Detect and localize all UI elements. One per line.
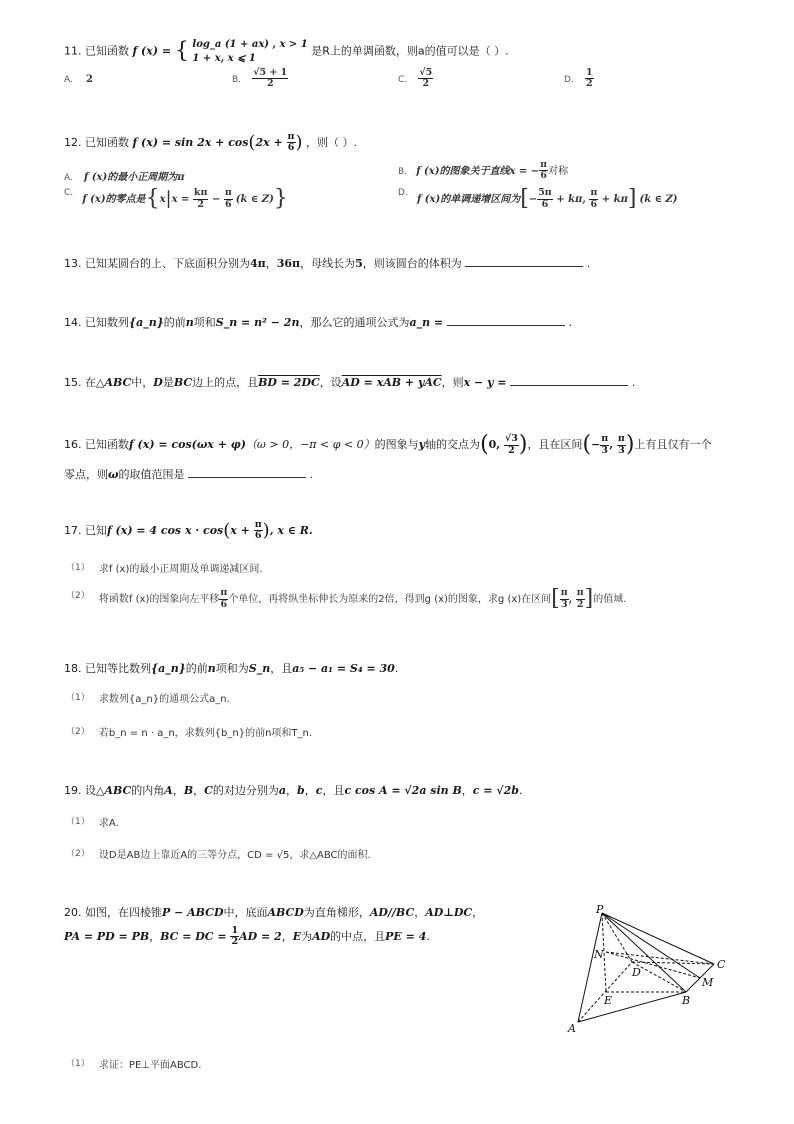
q16-end: . xyxy=(309,468,313,481)
q12-inner: 2x + xyxy=(255,135,287,149)
q12-option-d-frac1 xyxy=(537,188,553,210)
q11-fx: f (x) = xyxy=(132,44,175,58)
q16-line2-b: 的取值范围是 xyxy=(118,468,185,481)
q17-part-2-int-num2: π xyxy=(576,587,584,599)
q17-part-2-int-frac2 xyxy=(576,588,585,610)
q14-sn: S_n = n² − 2n xyxy=(215,316,300,329)
q20-pyramid-figure xyxy=(560,904,740,1040)
q19-c: C xyxy=(204,784,213,797)
q19-lb: b xyxy=(297,784,305,797)
q19-part-1-text: 求A. xyxy=(98,818,119,829)
q11-option-d-den: 2 xyxy=(585,78,593,90)
q14-n: n xyxy=(185,316,194,329)
q19-la: a xyxy=(278,784,287,797)
q18-part-2-text: 若b_n = n · a_n，求数列{b_n}的前n项和T_n. xyxy=(98,728,313,739)
q12-option-d-frac2-den: 6 xyxy=(590,198,598,210)
q19-part-1 xyxy=(66,814,119,829)
q20-perp: AD⊥DC xyxy=(425,906,473,919)
edge-pc xyxy=(602,913,714,964)
q12-option-c-frac1-den: 2 xyxy=(197,198,204,210)
q16-fx: f (x) = cos(ωx + φ) xyxy=(129,438,246,451)
edge-ab xyxy=(578,992,686,1022)
q15-bc: BC xyxy=(173,376,193,389)
q20-line1-c: 为直角梯形， xyxy=(303,906,370,919)
q17-part-2-label: （2） xyxy=(66,591,90,601)
q20-line2-d: AD = 2 xyxy=(239,929,282,943)
q15-end: . xyxy=(631,376,636,389)
q16-int-a: − xyxy=(591,438,601,451)
edge-pa xyxy=(578,913,602,1022)
q17-part-2-rbracket: ] xyxy=(584,586,594,611)
q16-int-num2: π xyxy=(617,433,625,445)
q12-option-c-set-eq: x = xyxy=(171,194,193,205)
q18-sn: S_n xyxy=(248,662,271,675)
q20-ad: AD xyxy=(312,929,331,943)
q15-vec2: AD = xAB + yAC xyxy=(341,376,442,389)
q20-part-1-label: （1） xyxy=(66,1059,90,1069)
q11-option-b-den: 2 xyxy=(266,78,274,90)
q12-prefix: 12. 已知函数 xyxy=(64,135,129,149)
q13-stem xyxy=(64,255,590,271)
q16-text-e: 上有且仅有一个 xyxy=(634,438,712,451)
label-d: D xyxy=(632,966,641,979)
q17-part-2-int-mid: , xyxy=(568,594,576,605)
q15-text-d: 边上的点，且 xyxy=(192,376,259,389)
q11-option-c[interactable] xyxy=(398,68,433,90)
q20-line2-b: ， xyxy=(149,929,161,943)
q16-omega: ω xyxy=(108,468,119,481)
q11-option-a[interactable] xyxy=(64,74,93,85)
q13-answer-blank[interactable] xyxy=(465,266,583,267)
q16-int-den2: 3 xyxy=(618,444,625,456)
q19-end: . xyxy=(518,784,523,797)
q11-stem xyxy=(64,38,509,65)
q14-text-b: 的前 xyxy=(163,316,186,329)
q12-option-b[interactable] xyxy=(398,160,568,182)
q12-expr: f (x) = sin 2x + cos xyxy=(132,135,249,149)
q18-part-1 xyxy=(66,690,230,705)
q12-option-b-den: 6 xyxy=(540,170,547,182)
q11-case2: 1 + x, x ⩽ 1 xyxy=(192,52,256,64)
q16-int-den1: 3 xyxy=(601,444,609,456)
q20-line2-a: PA = PD = PB xyxy=(64,929,150,943)
q19-sep: ， xyxy=(461,784,473,797)
q12-option-c-rbrace: } xyxy=(273,186,288,211)
q12-option-d-end: + kπ xyxy=(598,194,628,205)
q14-text-d: ，那么它的通项公式为 xyxy=(299,316,410,329)
q16-pt-num: √3 xyxy=(504,433,518,445)
q17-part-2-text-a: 将函数f (x)的图象向左平移 xyxy=(98,594,220,605)
q20-half-frac xyxy=(230,926,239,948)
q19-stem: 19. 设△ABC的内角A，B，C的对边分别为a，b，c，且c cos A = √2a sin B，c = √2b. xyxy=(64,784,523,797)
q12-option-c-label: C. xyxy=(64,188,74,198)
q13-v1: 4π xyxy=(250,257,266,270)
q20-base: ABCD xyxy=(267,906,304,919)
q16-text-b: 的图象与 xyxy=(374,438,419,451)
q14-text-a: 14. 已知数列 xyxy=(64,316,129,329)
q12-option-d-mid: + kπ, xyxy=(552,194,590,205)
q17-part-2-int-frac1 xyxy=(560,588,569,610)
q19-part-2 xyxy=(66,846,371,861)
q14-text-c: 项和 xyxy=(193,316,216,329)
q20-line1-d: ， xyxy=(472,906,484,919)
q15-xy: x − y = xyxy=(463,376,511,389)
q18-text-a: 18. 已知等比数列 xyxy=(64,662,151,675)
q16-int-frac2 xyxy=(617,434,626,456)
q15-text-e: ，设 xyxy=(319,376,342,389)
q15-answer-blank[interactable] xyxy=(510,385,628,386)
q20-pyr: P − ABCD xyxy=(162,906,224,919)
q12-option-c-minus: − xyxy=(208,194,224,205)
q15-vec1: BD = 2DC xyxy=(258,376,320,389)
label-m: M xyxy=(702,976,714,989)
q17-part-2-den: 6 xyxy=(220,598,228,610)
q20-sep: ， xyxy=(414,906,426,919)
q17-part-2-int-den2: 2 xyxy=(576,598,584,610)
q17-part-2-text-b: 个单位，再将纵坐标伸长为原来的2倍，得到g (x)的图象，求g (x)在区间 xyxy=(228,594,552,605)
q12-option-c-frac1 xyxy=(193,188,209,210)
q11-option-c-label: C. xyxy=(398,74,408,85)
q16-pt-frac xyxy=(504,434,519,456)
q20-part-1-text: 求证：PE⊥平面ABCD. xyxy=(98,1060,202,1071)
q16-int-lparen: ( xyxy=(582,432,592,457)
q17-frac-den: 6 xyxy=(254,530,262,542)
q16-line2-a: 零点，则 xyxy=(64,468,108,481)
q18-part-1-text: 求数列{a_n}的通项公式a_n. xyxy=(98,694,230,705)
q15-text-a: 15. 在 xyxy=(64,376,96,389)
q18-end: . xyxy=(394,662,399,675)
q11-piecewise xyxy=(192,38,307,65)
q20-end: . xyxy=(426,929,430,943)
q12-option-d-frac2-num: π xyxy=(590,187,598,199)
q20-line1 xyxy=(64,904,483,920)
q16-int-frac1 xyxy=(600,434,609,456)
q20-line2-e: ， xyxy=(281,929,293,943)
q18-stem xyxy=(64,660,398,676)
q19-text-b: 的内角 xyxy=(131,784,165,797)
q20-line2-g: 的中点，且 xyxy=(330,929,386,943)
q12-option-b-post: 对称 xyxy=(548,165,569,177)
q17-part-2-int-den1: 3 xyxy=(560,598,568,610)
q12-option-d-rbracket: ] xyxy=(627,186,637,211)
q12-option-d-frac1-den: 6 xyxy=(541,198,549,210)
q17-rparen: ) xyxy=(262,519,270,541)
q20-pe: PE = 4 xyxy=(385,929,427,943)
q20-part-1 xyxy=(66,1056,201,1071)
label-e: E xyxy=(604,994,613,1007)
q12-option-d-minus: − xyxy=(528,194,538,205)
q11-option-c-num: √5 xyxy=(419,67,433,78)
q12-option-c-bar: | xyxy=(165,188,172,209)
q12-option-c-set-var: x xyxy=(159,194,166,205)
q16-pt-a: 0, xyxy=(488,438,504,451)
q11-brace: { xyxy=(174,38,189,64)
q20-line1-a: 20. 如图，在四棱锥 xyxy=(64,906,162,919)
q19-a: A xyxy=(164,784,173,797)
q13-text-d: ，则该圆台的体积为 xyxy=(362,257,462,270)
q14-seq: {a_n} xyxy=(129,316,164,329)
q12-option-b-label: B. xyxy=(398,166,408,177)
q13-v3: 5 xyxy=(355,257,363,270)
q12-option-b-frac xyxy=(539,160,548,182)
q19-part-1-label: （1） xyxy=(66,817,90,827)
q19-text-c: 的对边分别为 xyxy=(212,784,279,797)
q12-option-c-tail: (k ∈ Z) xyxy=(235,194,274,205)
q20-line2 xyxy=(64,926,430,948)
q18-text-d: ，且 xyxy=(270,662,293,675)
label-a: A xyxy=(568,1022,576,1035)
q13-text-b: ， xyxy=(265,257,277,270)
label-b: B xyxy=(682,994,691,1007)
q17-part-2-text-c: 的值域. xyxy=(593,594,627,605)
q16-answer-blank[interactable] xyxy=(188,477,306,478)
q12-option-c-lbrace: { xyxy=(145,186,160,211)
q11-option-c-frac xyxy=(418,68,433,90)
q11-option-c-den: 2 xyxy=(422,78,430,90)
q12-option-d-tail: (k ∈ Z) xyxy=(639,194,678,205)
q15-stem xyxy=(64,374,635,390)
q12-paren-open: ( xyxy=(248,131,256,153)
q11-option-d-num: 1 xyxy=(585,67,593,78)
q18-part-2 xyxy=(66,724,312,739)
q14-stem xyxy=(64,314,572,330)
q19-part-2-label: （2） xyxy=(66,849,90,859)
q19-lc: c xyxy=(315,784,323,797)
q11-prefix: 11. 已知函数 xyxy=(64,44,129,58)
q13-text-a: 13. 已知某圆台的上、下底面积分别为 xyxy=(64,257,250,270)
q15-text-f: ，则 xyxy=(441,376,464,389)
q17-part-1 xyxy=(66,560,263,575)
q12-option-a-text: f (x)的最小正周期为π xyxy=(84,172,185,183)
q17-part-2-int-num1: π xyxy=(560,587,568,599)
q11-case1: log_a (1 + ax) , x > 1 xyxy=(192,39,308,50)
q12-frac-den: 6 xyxy=(287,142,295,154)
q20-half-num: 1 xyxy=(231,925,239,936)
q16-line1 xyxy=(64,434,711,456)
q15-d: D xyxy=(153,376,163,389)
q16-y: y xyxy=(418,438,426,451)
q19-part-2-text: 设D是AB边上靠近A的三等分点，CD = √5，求△ABC的面积. xyxy=(98,850,371,861)
q11-option-b-frac xyxy=(252,68,288,90)
q12-option-c-text: f (x)的零点是 xyxy=(82,194,146,205)
q13-end: . xyxy=(586,257,591,270)
q12-option-b-text: f (x)的图象关于直线x = − xyxy=(416,165,540,177)
q14-answer-blank[interactable] xyxy=(447,325,565,326)
q16-line2 xyxy=(64,466,313,482)
q17-frac xyxy=(254,520,263,542)
q11-option-b-label: B. xyxy=(232,74,242,85)
q20-line2-c: BC = DC = xyxy=(160,929,231,943)
q17-tail: , x ∈ R. xyxy=(269,523,313,537)
q17-part-1-text: 求f (x)的最小正周期及单调递减区间. xyxy=(98,564,263,575)
q13-v2: 36π xyxy=(276,257,301,270)
q16-int-num1: π xyxy=(601,433,609,445)
q19-text-d: ，且 xyxy=(322,784,345,797)
q11-option-d-label: D. xyxy=(564,74,574,85)
q16-pt-rparen: ) xyxy=(518,432,528,457)
q12-option-c-frac1-num: kπ xyxy=(193,187,208,199)
q19-cond1: c cos A = √2a sin B xyxy=(344,784,462,797)
q18-seq: {a_n} xyxy=(151,662,186,675)
q12-option-c-frac2 xyxy=(224,188,233,210)
q19-b: B xyxy=(183,784,194,797)
edge-nm xyxy=(606,952,700,978)
q12-option-d-frac1-num: 5π xyxy=(538,187,552,199)
q16-text-d: ，且在区间 xyxy=(527,438,583,451)
q15-tri: △ABC xyxy=(96,376,132,389)
q17-part-2 xyxy=(66,588,626,610)
q17-inner: x + xyxy=(230,523,254,537)
q14-an: a_n = xyxy=(409,316,447,329)
q17-lparen: ( xyxy=(223,519,231,541)
q20-par: AD//BC xyxy=(369,906,415,919)
q18-cond: a₅ − a₁ = S₄ = 30 xyxy=(292,662,395,675)
q14-end: . xyxy=(568,316,572,329)
q15-text-c: 是 xyxy=(162,376,174,389)
q15-text-b: 中， xyxy=(131,376,154,389)
q11-option-a-text: 2 xyxy=(86,74,94,85)
q12-option-c-frac2-den: 6 xyxy=(224,198,232,210)
q20-line1-b: 中，底面 xyxy=(223,906,268,919)
label-c: C xyxy=(717,958,726,971)
q16-text-a: 16. 已知函数 xyxy=(64,438,129,451)
q16-int-rparen: ) xyxy=(625,432,635,457)
q19-tri: △ABC xyxy=(96,784,132,797)
q12-option-a-label: A. xyxy=(64,173,73,183)
q11-suffix: 是R上的单调函数，则a的值可以是（ ）. xyxy=(311,44,509,58)
q18-n: n xyxy=(207,662,216,675)
q17-part-2-num: π xyxy=(220,587,228,599)
q12-stem xyxy=(64,132,357,154)
q11-option-d[interactable] xyxy=(564,68,594,90)
q11-option-b[interactable] xyxy=(232,68,288,90)
q12-option-c-frac2-num: π xyxy=(224,187,232,199)
edge-pb xyxy=(602,913,686,992)
q11-option-d-frac xyxy=(585,68,594,90)
q16-cond: （ω > 0，−π < φ < 0） xyxy=(245,438,375,451)
q17-part-1-label: （1） xyxy=(66,563,90,573)
q19-text-a: 19. 设 xyxy=(64,784,96,797)
label-n: N xyxy=(594,948,604,961)
q12-frac xyxy=(287,132,296,154)
q18-part-2-label: （2） xyxy=(66,727,90,737)
q18-part-1-label: （1） xyxy=(66,693,90,703)
q12-option-c[interactable] xyxy=(64,188,288,210)
q18-text-b: 的前 xyxy=(185,662,208,675)
q17-frac-num: π xyxy=(254,519,262,530)
label-p: P xyxy=(596,904,604,916)
q16-pt-den: 2 xyxy=(508,444,515,456)
q20-e: E xyxy=(292,929,302,943)
q16-pt-lparen: ( xyxy=(480,432,489,457)
q16-int-b: , xyxy=(609,438,617,451)
q12-option-d-lbracket: [ xyxy=(520,186,529,211)
q17-stem xyxy=(64,520,313,542)
q12-option-d-frac2 xyxy=(589,188,598,210)
q18-text-c: 项和为 xyxy=(215,662,249,675)
q12-frac-num: π xyxy=(287,131,295,142)
q16-text-c: 轴的交点为 xyxy=(425,438,481,451)
q13-text-c: ，母线长为 xyxy=(300,257,356,270)
q11-option-a-label: A. xyxy=(64,75,73,85)
q17-fx: f (x) = 4 cos x · cos xyxy=(107,523,224,537)
q17-text-a: 17. 已知 xyxy=(64,523,107,537)
q12-suffix: ，则（ ）. xyxy=(306,135,358,149)
edge-pm xyxy=(602,913,700,978)
q20-line2-f: 为 xyxy=(301,929,313,943)
q19-cond2: c = √2b xyxy=(472,784,519,797)
q12-paren-close: ) xyxy=(295,131,303,153)
q12-option-d-label: D. xyxy=(398,188,408,198)
q12-option-b-num: π xyxy=(540,159,548,170)
q11-option-b-num: √5 + 1 xyxy=(253,67,288,78)
q17-part-2-frac xyxy=(219,588,228,610)
q12-option-d[interactable] xyxy=(398,188,678,210)
q20-half-den: 2 xyxy=(231,936,239,948)
q12-option-d-text: f (x)的单调递增区间为 xyxy=(416,194,521,205)
q12-option-a[interactable] xyxy=(64,168,185,183)
q17-part-2-lbracket: [ xyxy=(551,586,560,611)
